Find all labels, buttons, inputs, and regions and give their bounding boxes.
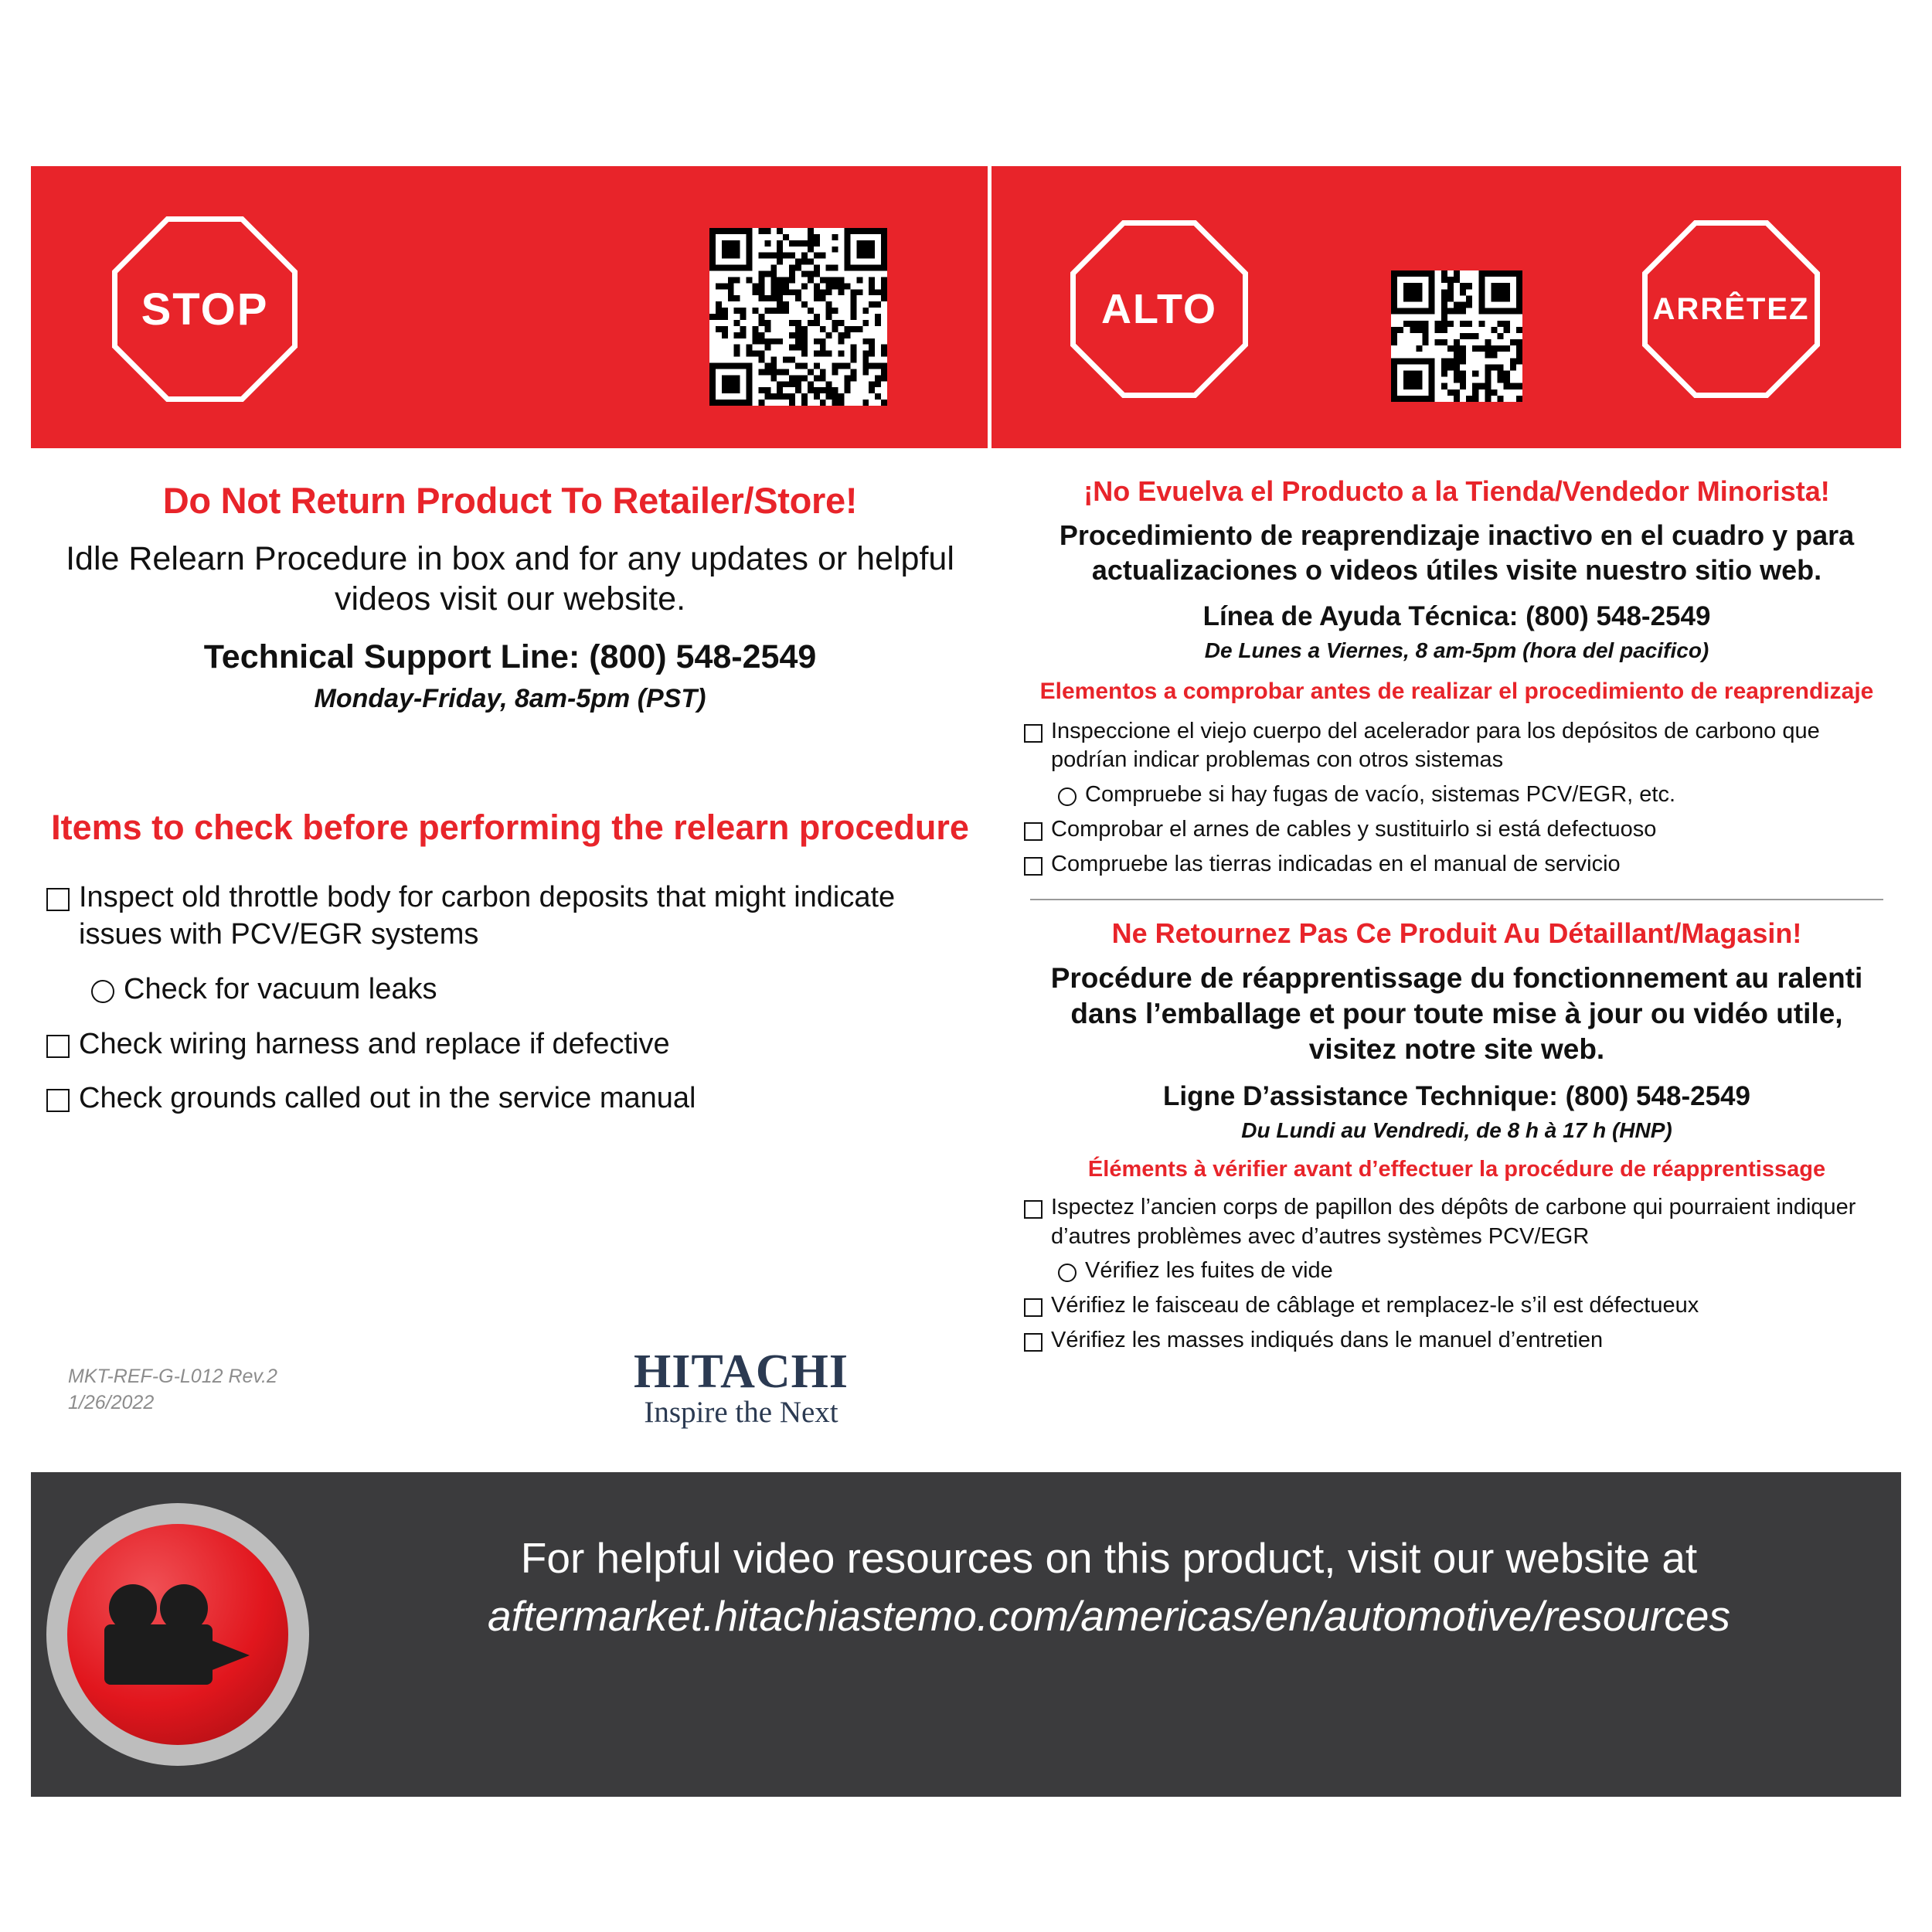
alto-sign-icon xyxy=(1070,220,1248,398)
arretez-sign-label: ARRÊTEZ xyxy=(1652,291,1810,326)
qr-code-right[interactable] xyxy=(1391,270,1522,402)
circle-bullet-icon[interactable] xyxy=(1058,1264,1077,1282)
list-item xyxy=(1024,717,1889,775)
english-subline: Idle Relearn Procedure in box and for any updates or helpful videos visit our website. xyxy=(66,540,954,618)
french-support-line: Ligne D’assistance Technique: (800) 548-2549 xyxy=(1163,1080,1750,1111)
list-item xyxy=(1024,850,1889,879)
column-divider xyxy=(988,166,992,1472)
spanish-support-hours: De Lunes a Viernes, 8 am-5pm (hora del pacifico) xyxy=(1204,638,1709,663)
french-checklist xyxy=(1024,1193,1889,1355)
english-headline: Do Not Return Product To Retailer/Store! xyxy=(162,480,858,521)
list-item xyxy=(1024,1326,1889,1355)
spanish-checklist xyxy=(1024,717,1889,879)
english-checklist xyxy=(46,879,974,1117)
spanish-french-column xyxy=(1024,475,1889,1360)
list-item xyxy=(1058,1257,1889,1286)
video-resources-line1: For helpful video resources on this product, visit our website at xyxy=(520,1534,1698,1582)
checkbox-icon[interactable] xyxy=(46,1089,70,1112)
document-code: MKT-REF-G-L012 Rev.2 xyxy=(68,1366,277,1387)
stop-sign-label: STOP xyxy=(141,284,269,335)
video-resources-url[interactable]: aftermarket.hitachiastemo.com/americas/en/automotive/resources xyxy=(488,1592,1730,1641)
checkbox-icon[interactable] xyxy=(1024,822,1043,841)
circle-bullet-icon[interactable] xyxy=(1058,787,1077,806)
french-items-title: Éléments à vérifier avant d’effectuer la procédure de réapprentissage xyxy=(1087,1156,1826,1182)
checkbox-icon[interactable] xyxy=(46,1035,70,1058)
french-headline: Ne Retournez Pas Ce Produit Au Détaillant/Magasin! xyxy=(1111,917,1802,950)
english-support-hours: Monday-Friday, 8am-5pm (PST) xyxy=(314,683,706,713)
french-subline: Procédure de réapprentissage du fonctionnement au ralenti dans l’emballage et pour toute mise à jour ou vidéo utile, visitez notre site web. xyxy=(1050,962,1863,1065)
list-item-label: Check for vacuum leaks xyxy=(124,973,437,1006)
hitachi-tagline: Inspire the Next xyxy=(644,1396,838,1429)
list-item xyxy=(91,971,974,1009)
checkbox-icon[interactable] xyxy=(46,888,70,911)
list-item-label: Vérifiez les fuites de vide xyxy=(1085,1258,1333,1284)
english-items-title: Items to check before performing the relearn procedure xyxy=(51,807,969,847)
list-item xyxy=(1024,1291,1889,1321)
list-item xyxy=(1024,1193,1889,1251)
list-item xyxy=(46,1026,974,1063)
circle-bullet-icon[interactable] xyxy=(91,980,114,1003)
hitachi-logo xyxy=(634,1345,849,1430)
list-item-label: Compruebe las tierras indicadas en el manual de servicio xyxy=(1051,851,1621,876)
checkbox-icon[interactable] xyxy=(1024,1298,1043,1317)
list-item-label: Check grounds called out in the service manual xyxy=(79,1082,696,1115)
list-item xyxy=(1058,781,1889,810)
checkbox-icon[interactable] xyxy=(1024,1200,1043,1219)
list-item-label: Inspeccione el viejo cuerpo del acelerador para los depósitos de carbono que podrían indicar problemas con otros sistemas xyxy=(1051,718,1820,773)
document-date: 1/26/2022 xyxy=(68,1391,155,1413)
section-divider xyxy=(1030,899,1883,900)
spanish-subline: Procedimiento de reaprendizaje inactivo en el cuadro y para actualizaciones o videos útiles visite nuestro sitio web. xyxy=(1059,519,1855,586)
list-item xyxy=(46,879,974,954)
list-item-label: Vérifiez le faisceau de câblage et remplacez-le s’il est défectueux xyxy=(1051,1292,1699,1318)
list-item-label: Vérifiez les masses indiqués dans le manuel d’entretien xyxy=(1051,1327,1604,1352)
list-item-label: Inspect old throttle body for carbon deposits that might indicate issues with PCV/EGR systems xyxy=(79,880,896,951)
qr-code-left[interactable] xyxy=(709,228,887,406)
spanish-items-title: Elementos a comprobar antes de realizar el procedimiento de reaprendizaje xyxy=(1039,679,1874,705)
list-item-label: Check wiring harness and replace if defective xyxy=(79,1027,670,1060)
spanish-headline: ¡No Evuelva el Producto a la Tienda/Vendedor Minorista! xyxy=(1083,475,1830,507)
stop-sign-icon xyxy=(112,216,298,402)
alto-sign-label: ALTO xyxy=(1101,286,1217,332)
list-item xyxy=(1024,815,1889,845)
list-item xyxy=(46,1080,974,1117)
video-resources-text xyxy=(340,1534,1878,1641)
english-support-line: Technical Support Line: (800) 548-2549 xyxy=(203,638,817,675)
red-header-band xyxy=(31,166,1901,448)
spanish-support-line: Línea de Ayuda Técnica: (800) 548-2549 xyxy=(1202,601,1711,632)
document-code-block xyxy=(68,1364,277,1417)
arretez-sign-icon xyxy=(1642,220,1820,398)
list-item-label: Comprobar el arnes de cables y sustituirlo si está defectuoso xyxy=(1051,816,1657,842)
checkbox-icon[interactable] xyxy=(1024,1333,1043,1352)
english-column xyxy=(46,479,974,1134)
list-item-label: Compruebe si hay fugas de vacío, sistemas PCV/EGR, etc. xyxy=(1085,782,1675,808)
checkbox-icon[interactable] xyxy=(1024,857,1043,876)
french-support-hours: Du Lundi au Vendredi, de 8 h à 17 h (HNP) xyxy=(1241,1117,1672,1142)
list-item-label: Ispectez l’ancien corps de papillon des dépôts de carbone qui pourraient indiquer d’autres problèmes avec d’autres systèmes PCV/EGR xyxy=(1051,1194,1856,1249)
checkbox-icon[interactable] xyxy=(1024,724,1043,743)
video-camera-icon xyxy=(46,1503,309,1766)
hitachi-wordmark: HITACHI xyxy=(634,1345,849,1398)
